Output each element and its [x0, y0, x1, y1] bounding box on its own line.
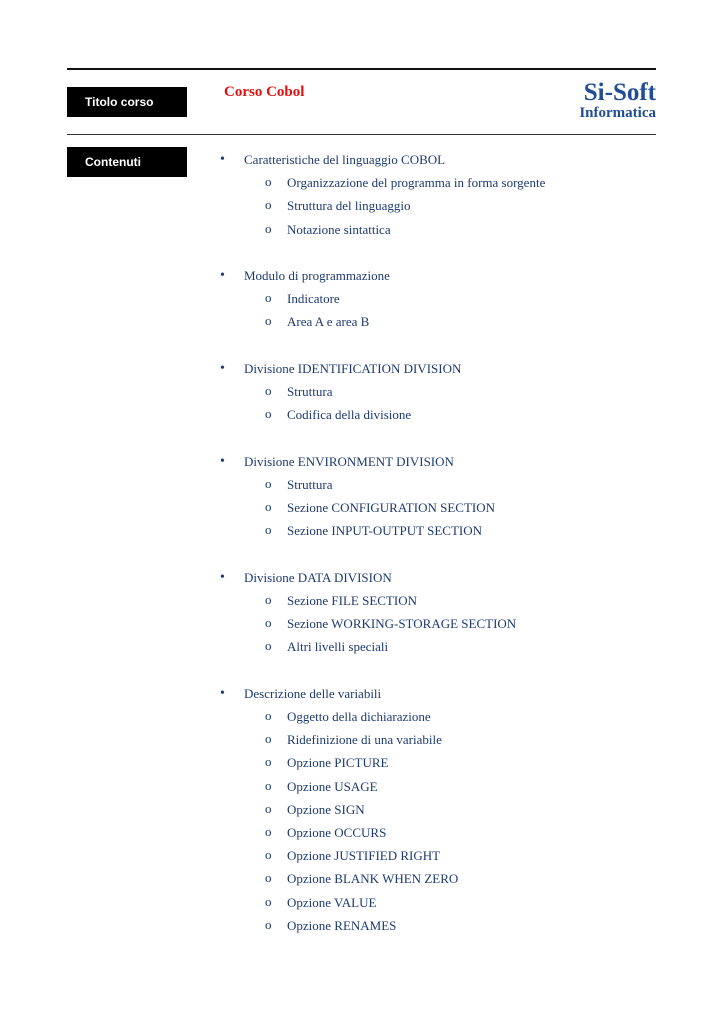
list-item-label: Opzione BLANK WHEN ZERO — [287, 871, 459, 887]
sub-bullet-icon: o — [265, 847, 272, 863]
list-item-label: Organizzazione del programma in forma sorgente — [287, 175, 546, 191]
sub-bullet-icon: o — [265, 290, 272, 306]
course-title: Corso Cobol — [224, 84, 305, 100]
top-rule — [67, 68, 656, 70]
sub-bullet-icon: o — [265, 893, 272, 909]
list-item-label: Opzione USAGE — [287, 778, 378, 794]
bullet-icon: • — [220, 268, 225, 284]
list-item-label: Sezione FILE SECTION — [287, 593, 417, 608]
logo-main-text: Si-Soft — [583, 79, 656, 106]
list-item-label: Notazione sintattica — [287, 221, 391, 237]
list-item-label: Opzione PICTURE — [287, 755, 389, 771]
list-item-label: Oggetto della dichiarazione — [287, 709, 431, 725]
sub-bullet-icon: o — [265, 220, 272, 236]
list-item-label: Opzione OCCURS — [287, 824, 387, 840]
sub-bullet-icon: o — [265, 823, 272, 839]
section-title: Divisione ENVIRONMENT DIVISION — [244, 453, 454, 469]
section-title: Divisione IDENTIFICATION DIVISION — [244, 360, 462, 376]
sub-bullet-icon: o — [265, 406, 272, 422]
sub-bullet-icon: o — [265, 383, 272, 399]
sub-bullet-icon: o — [265, 522, 272, 538]
section-title: Modulo di programmazione — [244, 268, 390, 284]
header-divider — [67, 134, 656, 135]
list-item-label: Opzione VALUE — [287, 894, 377, 910]
list-item-label: Sezione INPUT-OUTPUT SECTION — [287, 523, 482, 539]
sub-bullet-icon: o — [265, 197, 272, 213]
sub-bullet-icon: o — [265, 475, 272, 491]
sub-bullet-icon: o — [265, 313, 272, 329]
bullet-icon: • — [220, 453, 225, 469]
list-item-label: Sezione WORKING-STORAGE SECTION — [287, 616, 517, 632]
section-title: Divisione DATA DIVISION — [244, 569, 392, 585]
bullet-icon: • — [220, 685, 225, 701]
sub-bullet-icon: o — [265, 916, 272, 932]
sub-bullet-icon: o — [265, 708, 272, 724]
sub-bullet-icon: o — [265, 499, 272, 515]
sub-bullet-icon: o — [265, 754, 272, 770]
sub-bullet-icon: o — [265, 777, 272, 793]
list-item-label: Ridefinizione di una variabile — [287, 732, 442, 748]
bullet-icon: • — [220, 569, 225, 585]
sub-bullet-icon: o — [265, 870, 272, 886]
sub-bullet-icon: o — [265, 731, 272, 747]
sub-bullet-icon: o — [265, 800, 272, 816]
sub-bullet-icon: o — [265, 638, 272, 654]
list-item-label: Indicatore — [287, 291, 340, 307]
contents-label: Contenuti — [67, 147, 187, 177]
list-item-label: Struttura del linguaggio — [287, 198, 411, 214]
list-item-label: Sezione CONFIGURATION SECTION — [287, 500, 495, 516]
list-item-label: Opzione RENAMES — [287, 917, 397, 933]
section-title: Descrizione delle variabili — [244, 685, 382, 701]
title-label: Titolo corso — [67, 87, 187, 117]
list-item-label: Opzione SIGN — [287, 801, 365, 817]
section-title: Caratteristiche del linguaggio COBOL — [244, 152, 446, 167]
sub-bullet-icon: o — [265, 592, 272, 607]
company-logo — [579, 80, 656, 121]
list-item-label: Struttura — [287, 384, 333, 400]
bullet-icon: • — [220, 360, 225, 376]
logo-sub-text: Informatica — [579, 105, 656, 121]
list-item-label: Codifica della divisione — [287, 407, 412, 423]
list-item-label: Struttura — [287, 476, 333, 492]
sub-bullet-icon: o — [265, 174, 272, 190]
list-item-label: Opzione JUSTIFIED RIGHT — [287, 848, 441, 864]
sub-bullet-icon: o — [265, 615, 272, 631]
bullet-icon: • — [220, 152, 225, 167]
list-item-label: Area A e area B — [287, 314, 370, 330]
list-item-label: Altri livelli speciali — [287, 639, 389, 655]
